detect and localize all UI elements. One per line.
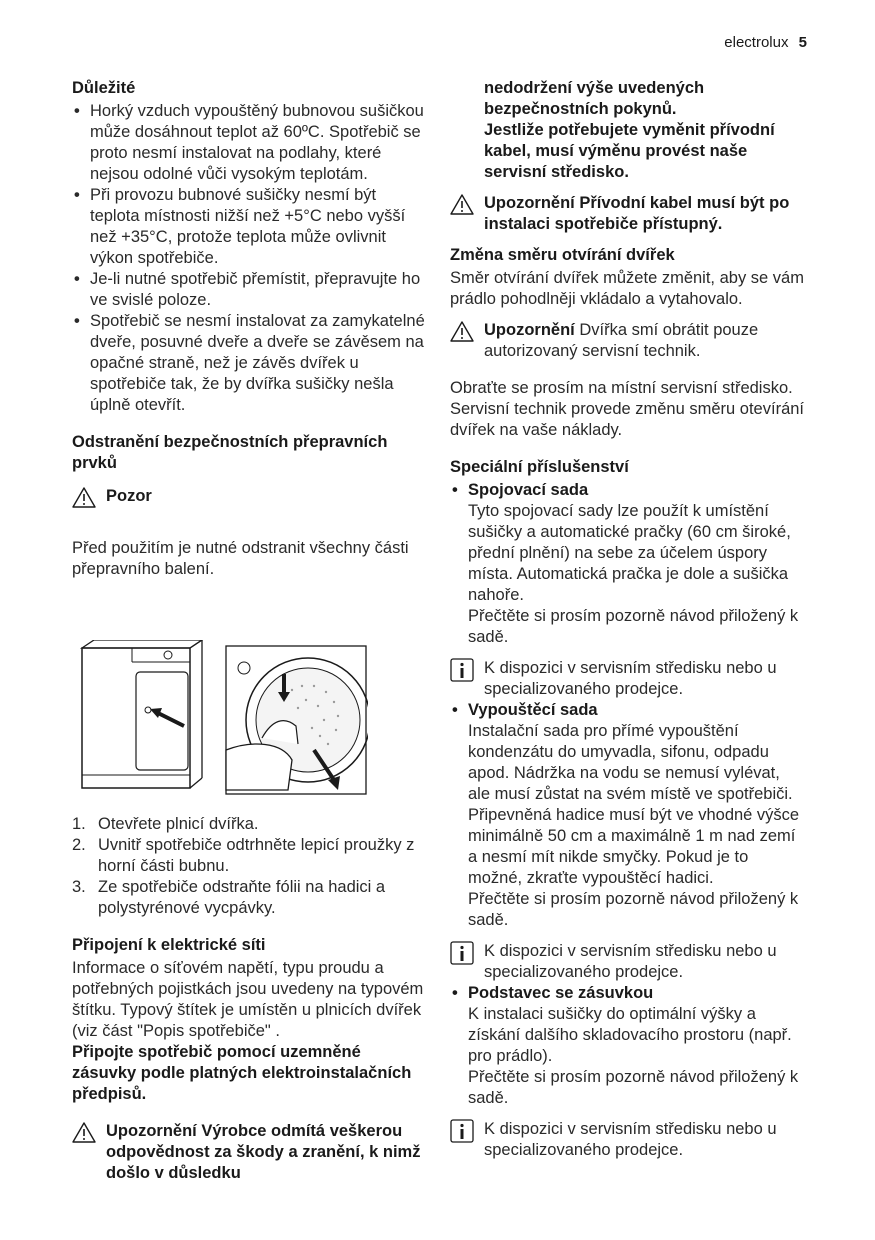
list-item: • Při provozu bubnové sušičky nesmí být teplota místnosti nižší než +5°C nebo vyšší než +35°C, protože teplota může ovlivnit výkon spotřebiče. bbox=[72, 185, 428, 269]
list-item: • Je-li nutné spotřebič přemístit, přepravujte ho ve svislé poloze. bbox=[72, 269, 428, 311]
left-column bbox=[72, 78, 428, 1184]
info-text: K dispozici v servisním středisku nebo u specializovaného prodejce. bbox=[484, 659, 777, 698]
electrical-text: Informace o síťovém napětí, typu proudu a potřebných pojistkách jsou uvedeny na typovém štítku. Typový štítek je umístěn u plnicích dvířek (viz část "Popis spotřebiče" . bbox=[72, 959, 424, 1040]
door-warning-text: Dvířka smí obrátit pouze autorizovaný servisní technik. bbox=[484, 321, 759, 360]
accessory-text: Přečtěte si prosím pozorně návod přiložený k sadě. bbox=[468, 607, 799, 646]
list-item: 2. Uvnitř spotřebiče odtrhněte lepicí proužky z horní části bubnu. bbox=[72, 836, 415, 875]
page-number: 5 bbox=[798, 34, 807, 51]
accessory-text: Tyto spojovací sady lze použít k umístění sušičky a automatické pračky (60 cm široké, přední plnění) na sebe za účelem úspory místa. Automatická pračka je dole a sušička nahoře. bbox=[468, 502, 791, 604]
removal-steps bbox=[72, 814, 428, 919]
door-text: Směr otvírání dvířek můžete změnit, aby se vám prádlo pohodlněji vkládalo a vytahovalo. bbox=[450, 269, 804, 308]
warning-triangle-icon bbox=[72, 1121, 106, 1145]
accessory-name: • Vypouštěcí sada bbox=[450, 700, 806, 721]
right-column bbox=[450, 78, 806, 1161]
illustration bbox=[72, 640, 372, 796]
electrical-warning-text: Upozornění Výrobce odmítá veškerou odpovědnost za škody a zranění, k nimž došlo v důsledku bbox=[106, 1122, 421, 1182]
accessory-name: • Spojovací sada bbox=[450, 480, 806, 501]
accessory-text: Přečtěte si prosím pozorně návod přiložený k sadě. bbox=[468, 890, 799, 929]
cable-warning-text: Upozornění Přívodní kabel musí být po instalaci spotřebiče přístupný. bbox=[484, 194, 790, 233]
info-note bbox=[450, 1119, 806, 1161]
warning-triangle-icon bbox=[450, 193, 484, 217]
caution-note bbox=[72, 486, 428, 510]
electrical-heading: Připojení k elektrické síti bbox=[72, 936, 266, 954]
accessories-heading: Speciální příslušenství bbox=[450, 458, 629, 476]
info-text: K dispozici v servisním středisku nebo u specializovaného prodejce. bbox=[484, 1120, 777, 1159]
warning-triangle-icon bbox=[72, 486, 106, 510]
important-list bbox=[72, 101, 428, 416]
accessory-text: K instalaci sušičky do optimální výšky a získání dalšího skladovacího prostoru (např. pro prádlo). bbox=[468, 1005, 792, 1065]
list-item: • Horký vzduch vypouštěný bubnovou sušičkou může dosáhnout teplot až 60ºC. Spotřebič se proto nesmí instalovat na podlahy, které nejsou odolné vůči vysokým teplotám. bbox=[72, 101, 428, 185]
info-icon bbox=[450, 658, 484, 682]
info-icon bbox=[450, 1119, 484, 1143]
caution-label: Pozor bbox=[106, 487, 152, 505]
accessory-text: Přečtěte si prosím pozorně návod přiložený k sadě. bbox=[468, 1068, 799, 1107]
door-heading: Změna směru otvírání dvířek bbox=[450, 246, 675, 264]
info-note bbox=[450, 658, 806, 700]
page-header bbox=[724, 34, 807, 51]
important-heading: Důležité bbox=[72, 79, 136, 97]
accessory-name: • Podstavec se zásuvkou bbox=[450, 983, 806, 1004]
electrical-bold-text: Připojte spotřebič pomocí uzemněné zásuvky podle platných elektroinstalačních předpisů. bbox=[72, 1043, 412, 1103]
door-warning bbox=[450, 320, 806, 362]
list-item: • Spotřebič se nesmí instalovat za zamykatelné dveře, posuvné dveře a dveře se závěsem na opačné straně, než je závěs dvířek u spotřebiče tak, že by dvířka sušičky nešla úplně otevřít. bbox=[72, 311, 428, 416]
door-text-2: Obraťte se prosím na místní servisní středisko. Servisní technik provede změnu směru otevírání dvířek na vaše náklady. bbox=[450, 379, 805, 439]
door-warning-label: Upozornění bbox=[484, 321, 575, 339]
list-item: 3. Ze spotřebiče odstraňte fólii na hadici a polystyrénové vycpávky. bbox=[72, 878, 386, 917]
warning-triangle-icon bbox=[450, 320, 484, 344]
accessory-text: Instalační sada pro přímé vypouštění kondenzátu do umyvadla, sifonu, odpadu apod. Nádržka na vodu se nemusí vylévat, ale musí zůstat na svém místě ve spotřebiči. bbox=[468, 722, 793, 803]
cable-bold-text: Jestliže potřebujete vyměnit přívodní kabel, musí výměnu provést naše servisní středisko. bbox=[484, 121, 775, 181]
cable-warning bbox=[450, 193, 806, 235]
drum-tape-illustration bbox=[222, 640, 368, 796]
brand-name: electrolux bbox=[724, 34, 789, 51]
removal-heading: Odstranění bezpečnostních přepravních prvků bbox=[72, 433, 388, 472]
info-text: K dispozici v servisním středisku nebo u specializovaného prodejce. bbox=[484, 942, 777, 981]
accessory-text: Připevněná hadice musí být ve vhodné výšce minimálně 50 cm a maximálně 1 m nad zemí a nesmí mít nikde smyčky. Pokud je to možné, zkraťte vypouštěcí hadici. bbox=[468, 806, 800, 887]
info-note bbox=[450, 941, 806, 983]
electrical-warning bbox=[72, 1121, 428, 1184]
info-icon bbox=[450, 941, 484, 965]
removal-text: Před použitím je nutné odstranit všechny části přepravního balení. bbox=[72, 539, 409, 578]
list-item: 1. Otevřete plnicí dvířka. bbox=[72, 815, 259, 833]
dryer-door-illustration bbox=[72, 640, 212, 796]
continued-bold-text: nedodržení výše uvedených bezpečnostních pokynů. bbox=[484, 79, 705, 118]
